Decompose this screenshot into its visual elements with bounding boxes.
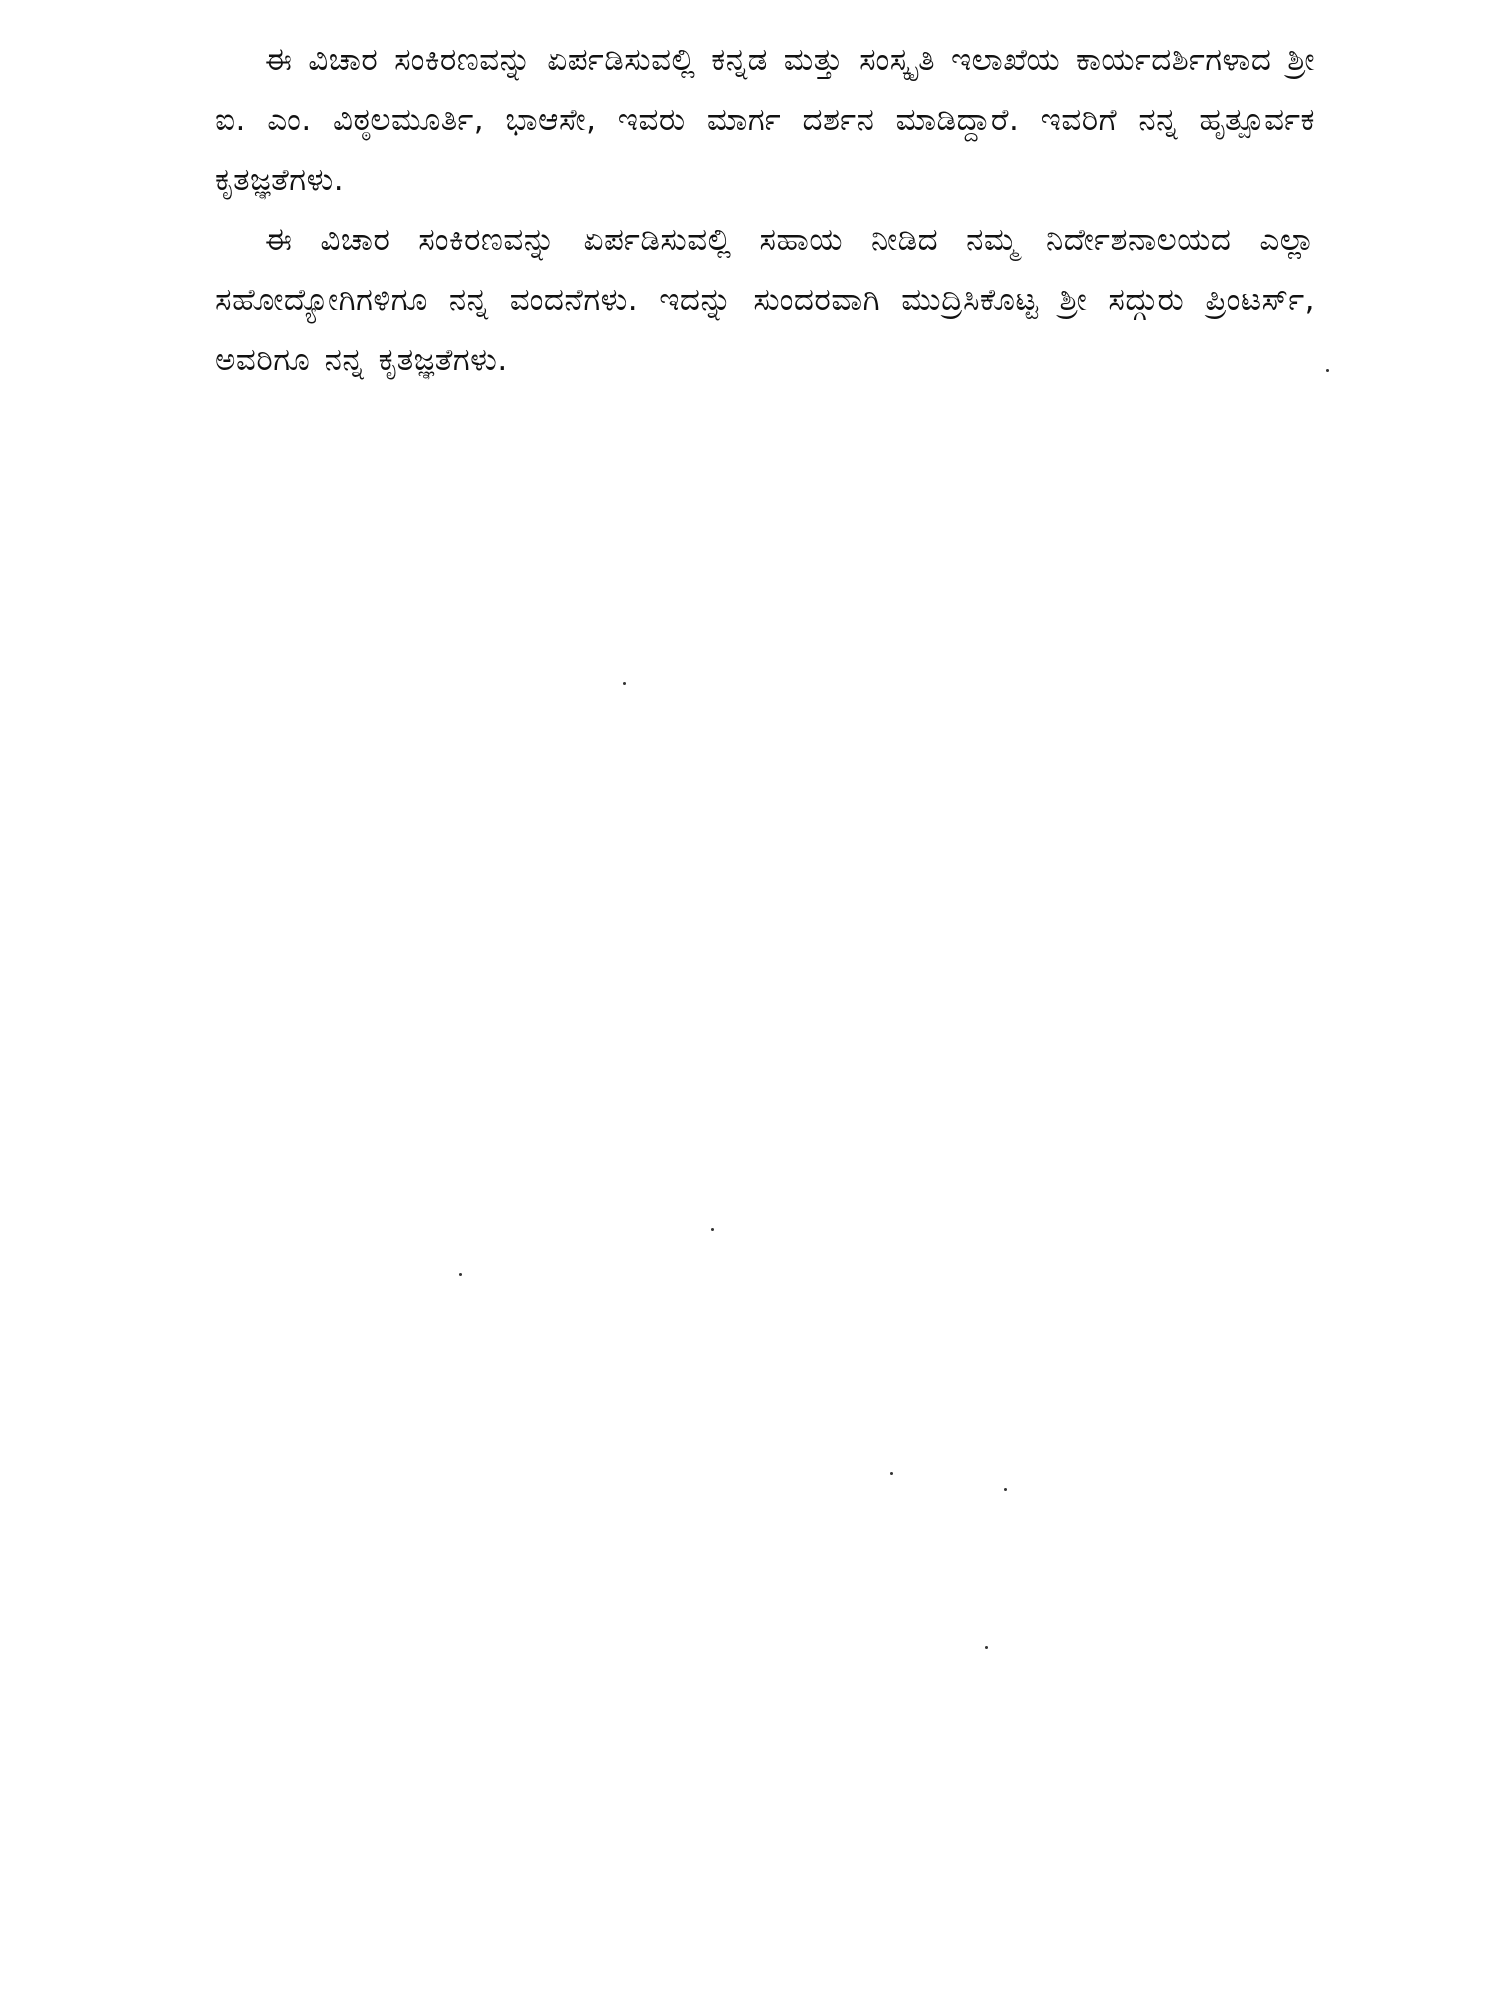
acknowledgement-text [215, 30, 1315, 390]
scan-speck [985, 1646, 988, 1649]
scan-speck [1004, 1488, 1007, 1491]
scan-speck [1326, 369, 1329, 372]
paragraph-1: ಈ ವಿಚಾರ ಸಂಕಿರಣವನ್ನು ಏರ್ಪಡಿಸುವಲ್ಲಿ ಕನ್ನಡ ಮತ್ತು ಸಂಸ್ಕೃತಿ ಇಲಾಖೆಯ ಕಾರ್ಯದರ್ಶಿಗಳಾದ ಶ್ರೀ ಐ. ಎಂ. ವಿಠ್ಠಲಮೂರ್ತಿ, ಭಾಆಸೇ, ಇವರು ಮಾರ್ಗ ದರ್ಶನ ಮಾಡಿದ್ದಾರೆ. ಇವರಿಗೆ ನನ್ನ ಹೃತ್ಪೂರ್ವಕ ಕೃತಜ್ಞತೆಗಳು. [215, 42, 1315, 198]
scan-speck [711, 1228, 714, 1231]
scan-speck [890, 1472, 893, 1475]
paragraph-2: ಈ ವಿಚಾರ ಸಂಕಿರಣವನ್ನು ಏರ್ಪಡಿಸುವಲ್ಲಿ ಸಹಾಯ ನೀಡಿದ ನಮ್ಮ ನಿರ್ದೇಶನಾಲಯದ ಎಲ್ಲಾ ಸಹೋದ್ಯೋಗಿಗಳಿಗೂ ನನ್ನ ವಂದನೆಗಳು. ಇದನ್ನು ಸುಂದರವಾಗಿ ಮುದ್ರಿಸಿಕೊಟ್ಟ ಶ್ರೀ ಸದ್ಗುರು ಪ್ರಿಂಟರ್ಸ್, ಅವರಿಗೂ ನನ್ನ ಕೃತಜ್ಞತೆಗಳು. [215, 222, 1315, 378]
scan-speck [623, 682, 626, 685]
scan-speck [459, 1273, 462, 1276]
